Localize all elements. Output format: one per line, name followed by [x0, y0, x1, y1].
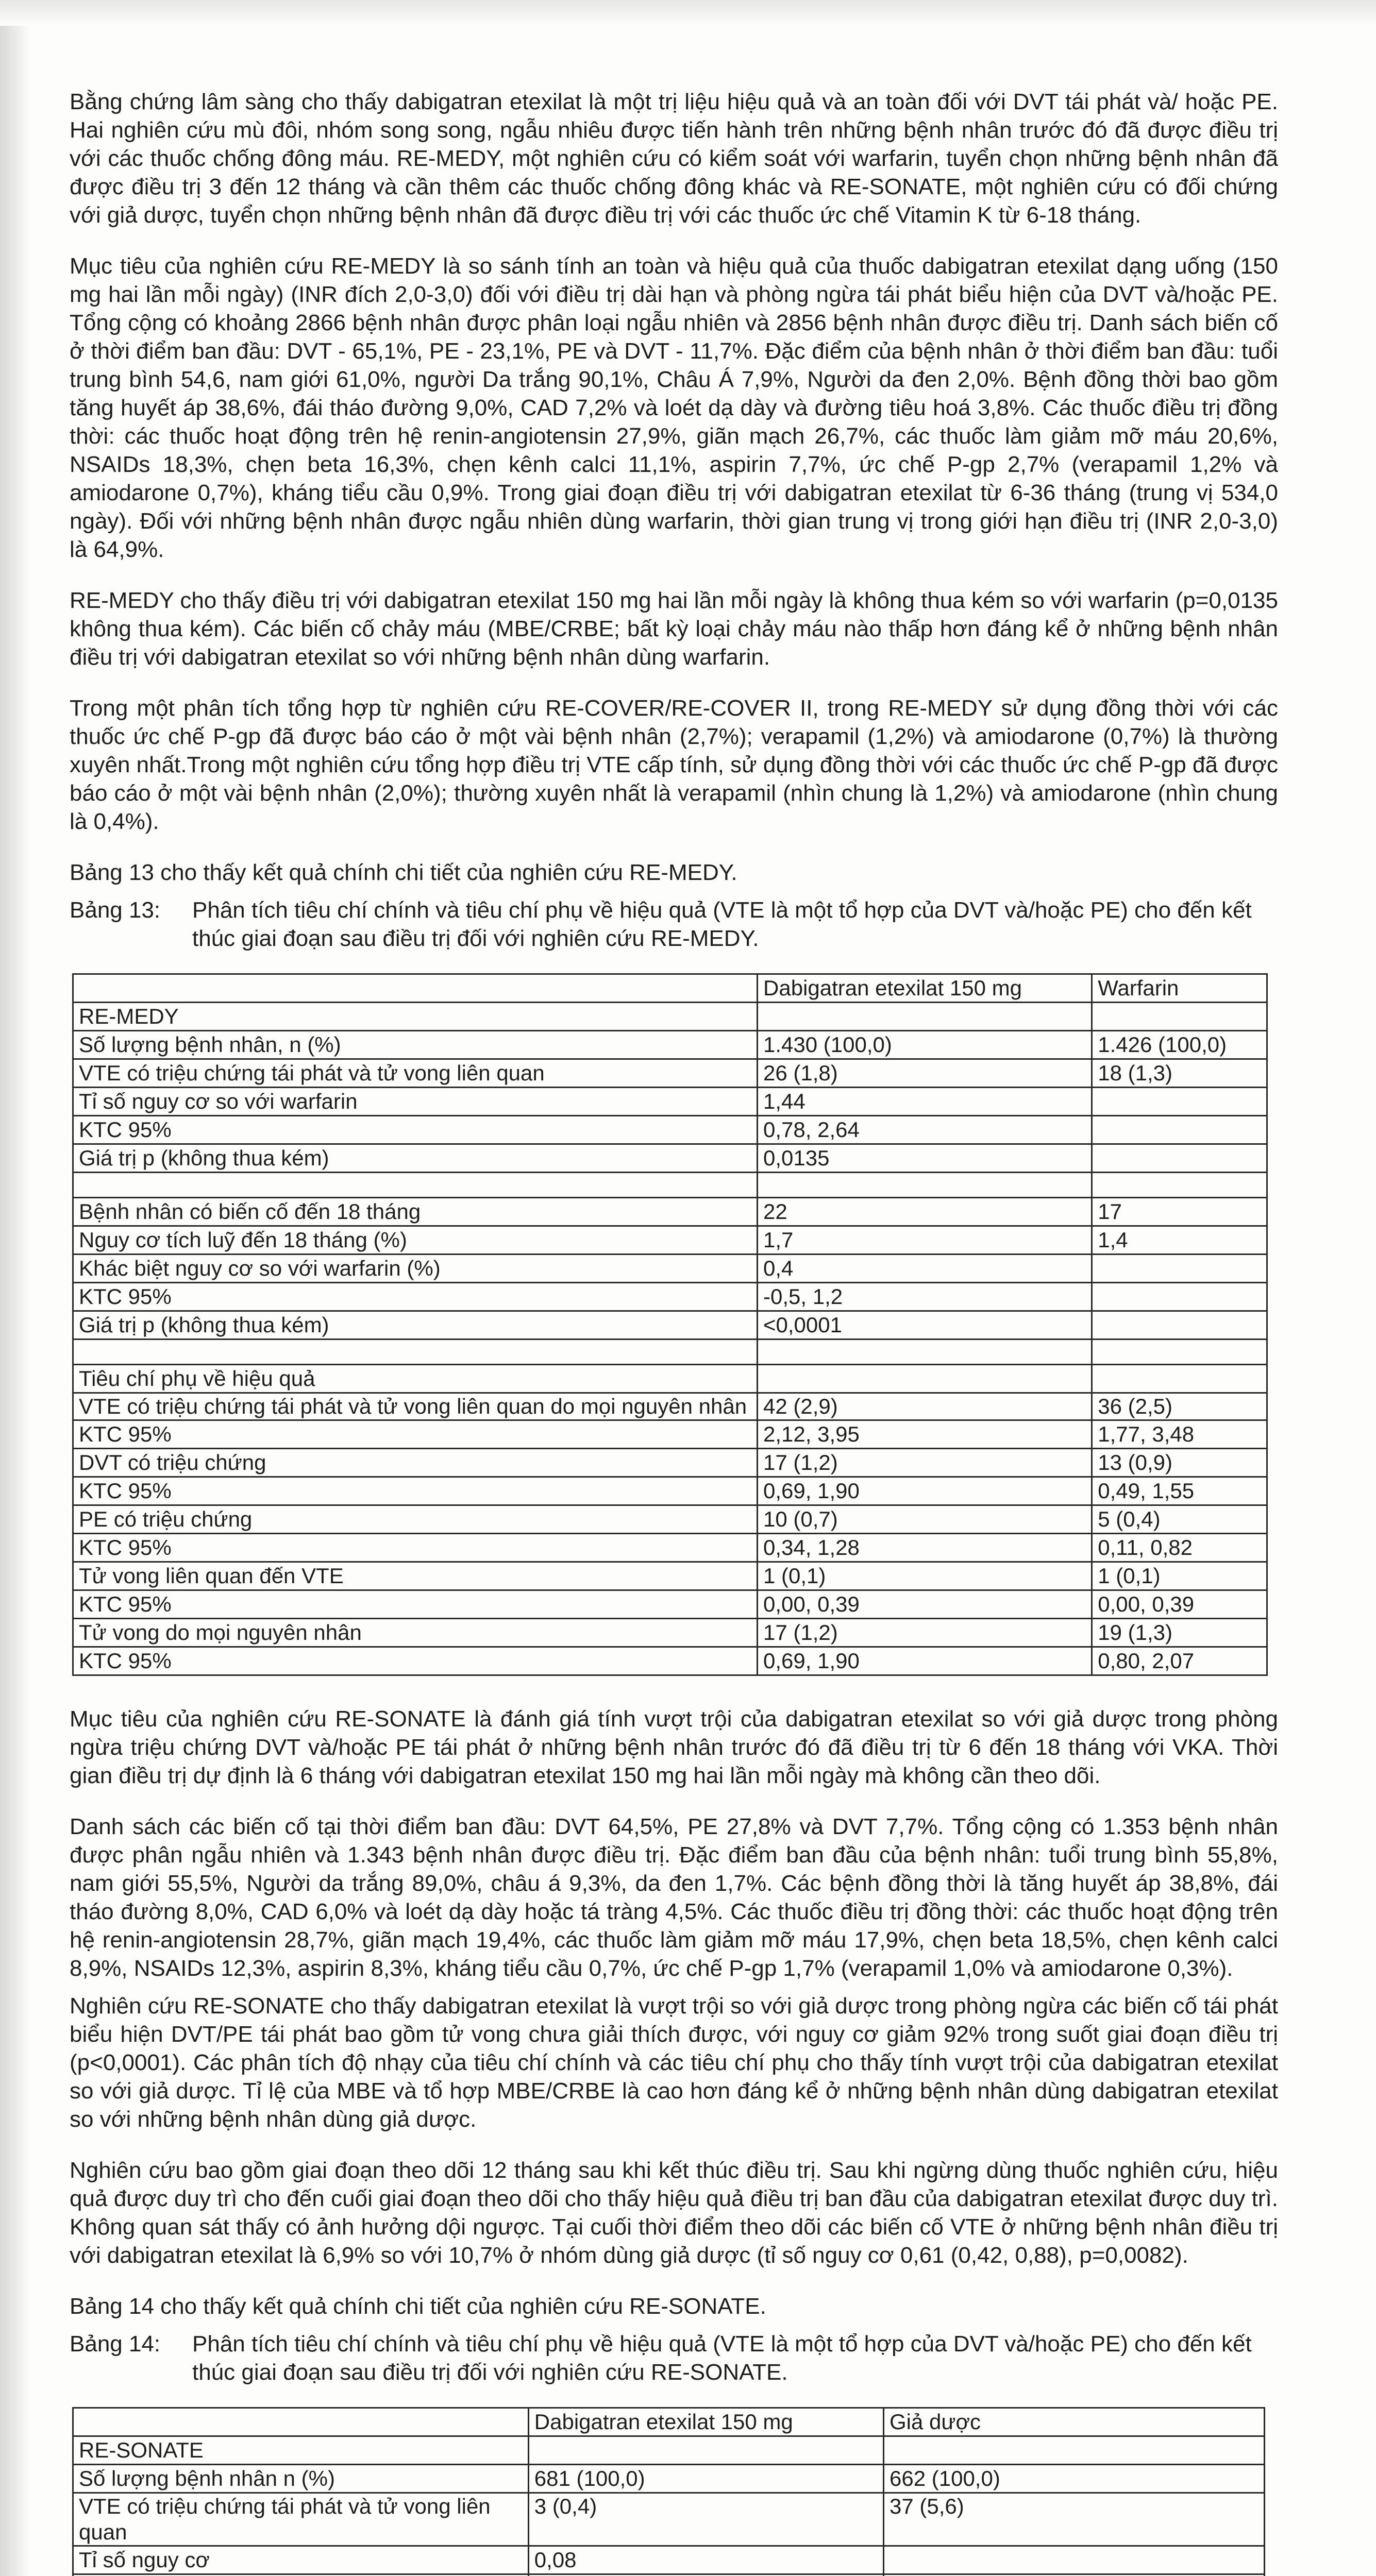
scan-top-shadow — [0, 0, 1376, 26]
table-cell: 0,00, 0,39 — [1092, 1590, 1267, 1619]
table-row — [73, 2436, 1265, 2465]
table-row — [73, 1003, 1267, 1031]
table-cell: 1 (0,1) — [758, 1562, 1092, 1590]
table-cell: 36 (2,5) — [1092, 1393, 1267, 1420]
table-cell: <0,0001 — [758, 1311, 1092, 1340]
table-cell: 17 (1,2) — [758, 1619, 1092, 1647]
table-row — [73, 1340, 1267, 1365]
header-cell: Giả dược — [884, 2408, 1265, 2436]
table-cell — [758, 1365, 1092, 1393]
table-cell — [1092, 1116, 1267, 1144]
table-cell: KTC 95% — [73, 1420, 758, 1449]
paragraph: Bằng chứng lâm sàng cho thấy dabigatran etexilat là một trị liệu hiệu quả và an toàn đối với DVT tái phát và/ hoặc PE. Hai nghiên cứu mù đôi, nhóm song song, ngẫu nhiêu được tiến hành trên những bệnh nhân trước đó đã được điều trị với các thuốc chống đông máu. RE-MEDY, một nghiên cứu có kiểm soát với warfarin, tuyển chọn những bệnh nhân đã được điều trị 3 đến 12 tháng và cần thêm các thuốc chống đông khác và RE-SONATE, một nghiên cứu có đối chứng với giả dược, tuyển chọn những bệnh nhân đã được điều trị với các thuốc ức chế Vitamin K từ 6-18 tháng. — [70, 89, 1278, 228]
table-cell: 5 (0,4) — [1092, 1505, 1267, 1534]
table-cell — [758, 1173, 1092, 1198]
table-row — [73, 2493, 1265, 2546]
table-cell: Tiêu chí phụ về hiệu quả — [73, 1365, 758, 1393]
table-cell: 17 — [1092, 1198, 1267, 1226]
table-cell: KTC 95% — [73, 1477, 758, 1505]
header-cell: Warfarin — [1092, 974, 1267, 1003]
table-row — [73, 1534, 1267, 1562]
table-cell: 1.430 (100,0) — [758, 1031, 1092, 1059]
re-sonate-section — [70, 1705, 1278, 2320]
table-cell: 0,0135 — [758, 1144, 1092, 1173]
table-row — [73, 1477, 1267, 1505]
table-cell — [1092, 1340, 1267, 1365]
table-cell: 0,00, 0,39 — [758, 1590, 1092, 1619]
table-cell: Tử vong do mọi nguyên nhân — [73, 1619, 758, 1647]
table-row — [73, 1311, 1267, 1340]
scan-edge-shadow — [0, 0, 31, 2576]
table-cell: 26 (1,8) — [758, 1059, 1092, 1088]
table-cell — [1092, 1144, 1267, 1173]
table-cell: 22 — [758, 1198, 1092, 1226]
table-row — [73, 1255, 1267, 1283]
table-cell — [1092, 1255, 1267, 1283]
table-cell: Bệnh nhân có biến cố đến 18 tháng — [73, 1198, 758, 1226]
paragraph: Mục tiêu của nghiên cứu RE-SONATE là đánh giá tính vượt trội của dabigatran etexilat so với giả dược trong phòng ngừa triệu chứng DVT và/hoặc PE tái phát ở những bệnh nhân trước đó đã điều trị từ 6 đến 18 tháng với VKA. Thời gian điều trị dự định là 6 tháng với dabigatran etexilat 150 mg hai lần mỗi ngày mà không cần theo dõi. — [70, 1706, 1278, 1788]
table-row — [73, 1144, 1267, 1173]
table-cell: Số lượng bệnh nhân, n (%) — [73, 1031, 758, 1059]
table-cell: 1,7 — [758, 1226, 1092, 1255]
table-cell: 1,77, 3,48 — [1092, 1420, 1267, 1449]
table-cell — [73, 1340, 758, 1365]
table-cell — [1092, 1003, 1267, 1031]
table-cell: VTE có triệu chứng tái phát và tử vong liên quan — [73, 2493, 529, 2546]
table-cell — [884, 2436, 1265, 2465]
paragraph: Bảng 13 cho thấy kết quả chính chi tiết của nghiên cứu RE-MEDY. — [70, 860, 737, 885]
table-cell: 37 (5,6) — [884, 2493, 1265, 2546]
table-cell: 0,11, 0,82 — [1092, 1534, 1267, 1562]
table-cell: 2,12, 3,95 — [758, 1420, 1092, 1449]
table-cell: 13 (0,9) — [1092, 1449, 1267, 1477]
header-cell — [73, 2408, 529, 2436]
table-13 — [72, 973, 1268, 1676]
table-cell: KTC 95% — [73, 1283, 758, 1311]
table-header-row — [73, 974, 1267, 1003]
table-14 — [72, 2407, 1265, 2576]
table-cell: 0,69, 1,90 — [758, 1477, 1092, 1505]
table-cell: Giá trị p (không thua kém) — [73, 1144, 758, 1173]
table-cell: Giá trị p (không thua kém) — [73, 1311, 758, 1340]
table-cell — [758, 1340, 1092, 1365]
table-14-label: Bảng 14: — [70, 2331, 161, 2357]
table-cell: KTC 95% — [73, 1116, 758, 1144]
table-cell: RE-MEDY — [73, 1003, 758, 1031]
table-row — [73, 1173, 1267, 1198]
table-cell — [73, 2574, 529, 2576]
paragraph: Trong một phân tích tổng hợp từ nghiên cứu RE-COVER/RE-COVER II, trong RE-MEDY sử dụng đồng thời với các thuốc ức chế P-gp đã được báo cáo ở một vài bệnh nhân (2,7%); verapamil (1,2%) và amiodarone (0,7%) là thường xuyên nhất.Trong một nghiên cứu tổng hợp điều trị VTE cấp tính, sử dụng đồng thời với các thuốc ức chế P-gp đã được báo cáo ở một vài bệnh nhân (2,0%); thường xuyên nhất là verapamil (nhìn chung là 1,2%) và amiodarone (nhìn chung là 0,4%). — [70, 696, 1278, 834]
table-row — [73, 1059, 1267, 1088]
table-cell: 19 (1,3) — [1092, 1619, 1267, 1647]
header-cell: Dabigatran etexilat 150 mg — [758, 974, 1092, 1003]
table-cell: Tỉ số nguy cơ — [73, 2546, 529, 2574]
table-cell: KTC 95% — [73, 1534, 758, 1562]
table-cell: Tỉ số nguy cơ so với warfarin — [73, 1088, 758, 1116]
paragraph: Nghiên cứu bao gồm giai đoạn theo dõi 12 tháng sau khi kết thúc điều trị. Sau khi ngừng dùng thuốc nghiên cứu, hiệu quả được duy trì cho đến cuối giai đoạn theo dõi cho thấy hiệu quả điều trị ban đầu của dabigatran etexilat được duy trì. Không quan sát thấy có ảnh hưởng dội ngược. Tại cuối thời điểm theo dõi các biến cố VTE ở những bệnh nhân điều trị với dabigatran etexilat là 6,9% so với 10,7% ở nhóm dùng giả dược (tỉ số nguy cơ 0,61 (0,42, 0,88), p=0,0082). — [70, 2158, 1278, 2268]
table-cell: 1,4 — [1092, 1226, 1267, 1255]
table-cell: 0,78, 2,64 — [758, 1116, 1092, 1144]
table-cell — [1092, 1088, 1267, 1116]
table-cell: 1.426 (100,0) — [1092, 1031, 1267, 1059]
paragraph: Bảng 14 cho thấy kết quả chính chi tiết của nghiên cứu RE-SONATE. — [70, 2294, 766, 2319]
intro-section — [70, 88, 1278, 887]
table-row — [73, 1088, 1267, 1116]
table-row — [73, 1619, 1267, 1647]
table-cell: VTE có triệu chứng tái phát và tử vong liên quan — [73, 1059, 758, 1088]
table-row — [73, 1031, 1267, 1059]
table-cell — [884, 2546, 1265, 2574]
table-row — [73, 1590, 1267, 1619]
table-cell: Tử vong liên quan đến VTE — [73, 1562, 758, 1590]
table-cell: KTC 95% — [73, 1647, 758, 1675]
table-cell: 18 (1,3) — [1092, 1059, 1267, 1088]
table-cell — [528, 2574, 883, 2576]
table-row — [73, 1420, 1267, 1449]
table-cell — [528, 2436, 883, 2465]
table-row — [73, 2574, 1265, 2576]
table-cell: PE có triệu chứng — [73, 1505, 758, 1534]
table-cell: 3 (0,4) — [528, 2493, 883, 2546]
table-cell: 10 (0,7) — [758, 1505, 1092, 1534]
table-row — [73, 1393, 1267, 1420]
table-row — [73, 1505, 1267, 1534]
header-cell — [73, 974, 758, 1003]
table-row — [73, 1449, 1267, 1477]
table-row — [73, 1198, 1267, 1226]
paragraph: RE-MEDY cho thấy điều trị với dabigatran etexilat 150 mg hai lần mỗi ngày là không thua kém so với warfarin (p=0,0135 không thua kém). Các biến cố chảy máu (MBE/CRBE; bất kỳ loại chảy máu nào thấp hơn đáng kể ở những bệnh nhân điều trị với dabigatran etexilat so với những bệnh nhân dùng warfarin. — [70, 588, 1278, 670]
table-cell: 0,4 — [758, 1255, 1092, 1283]
table-row — [73, 1562, 1267, 1590]
table-row — [73, 1647, 1267, 1675]
table-cell: VTE có triệu chứng tái phát và tử vong liên quan do mọi nguyên nhân — [73, 1393, 758, 1420]
table-cell: 0,80, 2,07 — [1092, 1647, 1267, 1675]
table-cell: DVT có triệu chứng — [73, 1449, 758, 1477]
table-cell: Khác biệt nguy cơ so với warfarin (%) — [73, 1255, 758, 1283]
table-cell — [1092, 1283, 1267, 1311]
table-cell: 662 (100,0) — [884, 2465, 1265, 2493]
table-cell: 0,49, 1,55 — [1092, 1477, 1267, 1505]
table-cell: 0,08 — [528, 2546, 883, 2574]
table-row — [73, 1365, 1267, 1393]
table-cell: RE-SONATE — [73, 2436, 529, 2465]
table-cell: 42 (2,9) — [758, 1393, 1092, 1420]
table-14-caption-text: Phân tích tiêu chí chính và tiêu chí phụ về hiệu quả (VTE là một tổ hợp của DVT và/hoặc PE) cho đến kết thúc giai đoạn sau điều trị đối với nghiên cứu RE-SONATE. — [192, 2331, 1252, 2385]
table-13-label: Bảng 13: — [70, 897, 161, 923]
table-cell: KTC 95% — [73, 1590, 758, 1619]
paragraph: Mục tiêu của nghiên cứu RE-MEDY là so sánh tính an toàn và hiệu quả của thuốc dabigatran etexilat dạng uống (150 mg hai lần mỗi ngày) (INR đích 2,0-3,0) đối với điều trị dài hạn và phòng ngừa tái phát biểu hiện của DVT và/hoặc PE. Tổng cộng có khoảng 2866 bệnh nhân được phân loại ngẫu nhiên và 2856 bệnh nhân được điều trị. Danh sách biến cố ở thời điểm ban đầu: DVT - 65,1%, PE - 23,1%, PE và DVT - 11,7%. Đặc điểm của bệnh nhân ở thời điểm ban đầu: tuổi trung bình 54,6, nam giới 61,0%, người Da trắng 90,1%, Châu Á 7,9%, Người da đen 2,0%. Bệnh đồng thời bao gồm tăng huyết áp 38,6%, đái tháo đường 9,0%, CAD 7,2% và loét dạ dày và đường tiêu hoá 3,8%. Các thuốc điều trị đồng thời: các thuốc hoạt động trên hệ renin-angiotensin 27,9%, giãn mạch 26,7%, các thuốc làm giảm mỡ máu 20,6%, NSAIDs 18,3%, chẹn beta 16,3%, chẹn kênh calci 11,1%, aspirin 7,7%, ức chế P-gp 2,7% (verapamil 1,2% và amiodarone 0,7%), kháng tiểu cầu 0,9%. Trong giai đoạn điều trị với dabigatran etexilat từ 6-36 tháng (trung vị 534,0 ngày). Đối với những bệnh nhân được ngẫu nhiên dùng warfarin, thời gian trung vị trong giới hạn điều trị (INR 2,0-3,0) là 64,9%. — [70, 253, 1278, 562]
table-cell: Số lượng bệnh nhân n (%) — [73, 2465, 529, 2493]
table-cell — [1092, 1365, 1267, 1393]
table-cell: 0,69, 1,90 — [758, 1647, 1092, 1675]
table-cell: 1 (0,1) — [1092, 1562, 1267, 1590]
table-row — [73, 2465, 1265, 2493]
table-cell: 681 (100,0) — [528, 2465, 883, 2493]
table-cell — [758, 1003, 1092, 1031]
table-cell: Nguy cơ tích luỹ đến 18 tháng (%) — [73, 1226, 758, 1255]
table-cell: 17 (1,2) — [758, 1449, 1092, 1477]
table-row — [73, 2546, 1265, 2574]
table-13-caption — [70, 896, 1278, 953]
paragraph: Danh sách các biến cố tại thời điểm ban đầu: DVT 64,5%, PE 27,8% và DVT 7,7%. Tổng cộng có 1.353 bệnh nhân được phân ngẫu nhiên và 1.343 bệnh nhân được điều trị. Đặc điểm ban đầu của bệnh nhân: tuổi trung bình 55,8%, nam giới 55,5%, Người da trắng 89,0%, châu á 9,3%, da đen 1,7%. Các bệnh đồng thời là tăng huyết áp 38,8%, đái tháo đường 8,0%, CAD 6,0% và loét dạ dày hoặc tá tràng 4,5%. Các thuốc điều trị đồng thời: các thuốc hoạt động trên hệ renin-angiotensin 28,7%, giãn mạch 19,4%, các thuốc làm giảm mỡ máu 17,9%, chẹn beta 18,5%, chẹn kênh calci 8,9%, NSAIDs 12,3%, aspirin 8,3%, kháng tiểu cầu 0,7%, ức chế P-gp 1,7% (verapamil 1,0% và amiodarone 0,3%). — [70, 1814, 1278, 1981]
table-row — [73, 1226, 1267, 1255]
table-14-caption — [70, 2330, 1278, 2386]
table-cell — [1092, 1173, 1267, 1198]
table-cell — [884, 2574, 1265, 2576]
table-header-row — [73, 2408, 1265, 2436]
header-cell: Dabigatran etexilat 150 mg — [528, 2408, 883, 2436]
table-cell: 1,44 — [758, 1088, 1092, 1116]
table-cell — [1092, 1311, 1267, 1340]
table-cell — [73, 1173, 758, 1198]
table-13-caption-text: Phân tích tiêu chí chính và tiêu chí phụ về hiệu quả (VTE là một tổ hợp của DVT và/hoặc PE) cho đến kết thúc giai đoạn sau điều trị đối với nghiên cứu RE-MEDY. — [192, 897, 1252, 951]
paragraph: Nghiên cứu RE-SONATE cho thấy dabigatran etexilat là vượt trội so với giả dược trong phòng ngừa các biến cố tái phát biểu hiện DVT/PE tái phát bao gồm tử vong chưa giải thích được, với nguy cơ giảm 92% trong suốt giai đoạn điều trị (p<0,0001). Các phân tích độ nhạy của tiêu chí chính và các tiêu chí phụ cho thấy tính vượt trội của dabigatran etexilat so với giả dược. Tỉ lệ của MBE và tổ hợp MBE/CRBE là cao hơn đáng kể ở những bệnh nhân dùng dabigatran etexilat so với những bệnh nhân dùng giả dược. — [70, 1993, 1278, 2132]
table-row — [73, 1283, 1267, 1311]
table-row — [73, 1116, 1267, 1144]
table-cell: -0,5, 1,2 — [758, 1283, 1092, 1311]
table-cell: 0,34, 1,28 — [758, 1534, 1092, 1562]
